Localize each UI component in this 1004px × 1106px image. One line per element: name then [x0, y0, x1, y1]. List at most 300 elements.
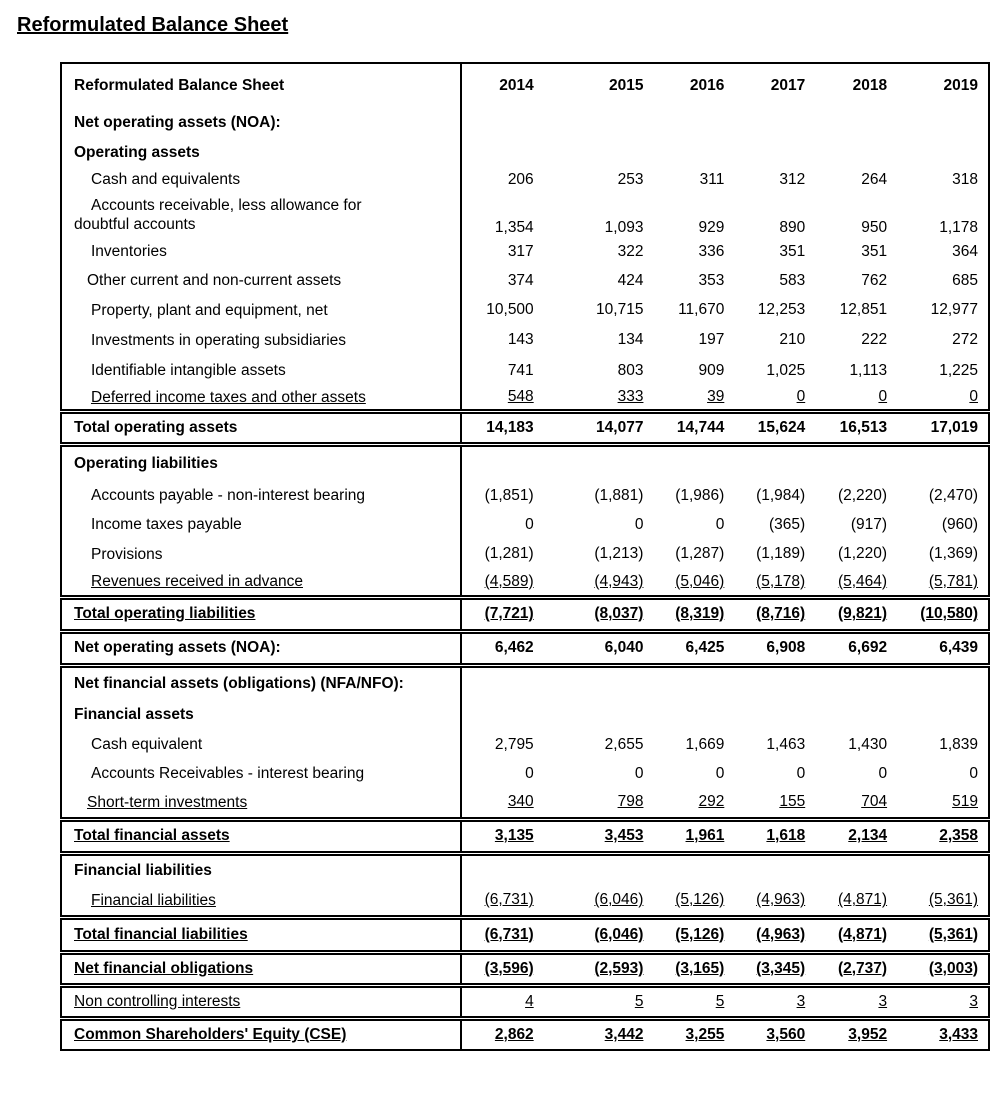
section-heading-row [61, 853, 989, 886]
value-text: 548 [507, 388, 534, 406]
value-cell [643, 108, 724, 138]
value-cell [643, 237, 724, 266]
value-cell [643, 510, 724, 539]
value-cell [534, 759, 644, 788]
value-text: 6,908 [766, 639, 806, 656]
value-text: 3 [796, 992, 806, 1010]
value-cell [724, 569, 805, 597]
row-label-text: Identifiable intangible assets [91, 362, 286, 379]
value-text: 798 [617, 793, 644, 811]
value-text: (2,737) [837, 959, 888, 977]
value-cell [887, 444, 989, 481]
value-text: 374 [507, 271, 534, 289]
value-text: 3,135 [494, 827, 534, 844]
row-label-text: Provisions [91, 545, 163, 563]
value-cell [805, 266, 887, 295]
value-cell [887, 386, 989, 411]
value-cell [461, 386, 534, 411]
value-text: 15,624 [757, 418, 806, 436]
value-cell [534, 952, 644, 985]
value-text: (8,037) [594, 605, 644, 622]
row-label-text: Deferred income taxes and other assets [91, 388, 366, 406]
total-row [61, 952, 989, 985]
value-cell [724, 917, 805, 952]
value-text: 14,744 [676, 418, 725, 436]
value-text: (1,213) [594, 545, 644, 562]
value-text: 0 [796, 764, 806, 782]
value-cell [887, 1018, 989, 1050]
row-label-text: Net operating assets (NOA): [74, 639, 281, 656]
value-text: 909 [698, 361, 725, 379]
value-cell [805, 138, 887, 167]
value-cell [643, 266, 724, 295]
value-text: (3,596) [484, 959, 534, 977]
value-text: (8,716) [756, 605, 806, 622]
value-cell [805, 759, 887, 788]
value-cell [643, 952, 724, 985]
value-cell [534, 237, 644, 266]
value-text: (5,178) [756, 572, 806, 590]
table-header-row [61, 63, 989, 108]
value-cell [643, 444, 724, 481]
value-text: 222 [861, 331, 888, 348]
value-cell [461, 1018, 534, 1050]
table-row [61, 192, 989, 237]
value-text: (9,821) [837, 605, 888, 622]
value-cell [461, 355, 534, 386]
value-cell [724, 444, 805, 481]
value-cell [461, 730, 534, 759]
value-cell [534, 788, 644, 819]
row-label-text: Total financial assets [74, 827, 230, 844]
value-cell [805, 853, 887, 886]
value-text: (6,731) [484, 925, 534, 943]
value-text: 351 [861, 242, 888, 260]
value-cell [534, 886, 644, 917]
value-text: 206 [507, 170, 534, 188]
value-text: 3 [969, 992, 978, 1010]
value-cell [887, 569, 989, 597]
value-cell [534, 569, 644, 597]
value-cell [887, 266, 989, 295]
value-cell [724, 325, 805, 355]
value-text: 14,183 [486, 418, 534, 436]
value-text: 1,463 [766, 735, 806, 753]
value-text: 1,093 [604, 219, 644, 236]
total-row [61, 631, 989, 665]
section-heading-row [61, 444, 989, 481]
value-text: 6,439 [939, 639, 978, 656]
value-text: 10,715 [596, 301, 644, 318]
value-cell [805, 1018, 887, 1050]
value-text: 0 [715, 515, 725, 533]
row-label [61, 266, 461, 295]
header-year: 2016 [689, 77, 725, 94]
value-cell [643, 386, 724, 411]
value-text: (1,881) [594, 486, 644, 504]
value-cell [724, 411, 805, 444]
row-label [61, 631, 461, 665]
row-label [61, 597, 461, 631]
value-cell [534, 819, 644, 853]
row-label-text: Operating assets [74, 143, 200, 161]
row-label [61, 886, 461, 917]
value-cell [805, 355, 887, 386]
row-label-text: Property, plant and equipment, net [91, 301, 328, 319]
value-text: 950 [861, 219, 888, 236]
value-text: 333 [617, 388, 644, 406]
value-cell [724, 665, 805, 700]
value-cell [887, 952, 989, 985]
value-cell [461, 444, 534, 481]
value-text: 12,253 [757, 301, 806, 318]
value-cell [643, 917, 724, 952]
row-label [61, 665, 461, 700]
value-cell [461, 325, 534, 355]
row-label [61, 700, 461, 730]
row-label [61, 192, 461, 237]
value-text: 253 [617, 170, 644, 188]
row-label [61, 952, 461, 985]
value-cell [461, 597, 534, 631]
value-cell [643, 853, 724, 886]
value-cell [724, 510, 805, 539]
value-text: 0 [969, 764, 978, 782]
value-text: 1,025 [766, 361, 806, 379]
value-text: (3,003) [928, 959, 978, 977]
row-label-text: Net financial assets (obligations) (NFA/NFO): [74, 674, 404, 692]
value-text: (2,470) [928, 486, 978, 504]
value-text: (1,851) [484, 486, 534, 504]
value-cell [724, 631, 805, 665]
value-cell [461, 700, 534, 730]
value-text: 17,019 [930, 418, 978, 436]
row-label-text: Total operating assets [74, 418, 238, 436]
total-row [61, 819, 989, 853]
value-cell [805, 985, 887, 1018]
value-cell [724, 759, 805, 788]
value-text: (4,963) [756, 925, 806, 943]
row-label [61, 853, 461, 886]
value-cell [643, 788, 724, 819]
table-row [61, 569, 989, 597]
value-text: 741 [507, 361, 534, 379]
value-text: 2,655 [604, 735, 644, 753]
value-cell [724, 138, 805, 167]
row-label [61, 108, 461, 138]
value-cell [887, 510, 989, 539]
value-cell [643, 700, 724, 730]
value-cell [643, 1018, 724, 1050]
value-text: 364 [952, 242, 978, 260]
row-label-text: Net operating assets (NOA): [74, 114, 281, 131]
table-row [61, 759, 989, 788]
value-cell [805, 167, 887, 192]
value-text: 12,851 [839, 301, 888, 318]
value-text: (1,281) [484, 545, 534, 562]
value-cell [461, 759, 534, 788]
value-text: 336 [698, 242, 725, 260]
value-text: 424 [617, 271, 644, 289]
value-text: 0 [878, 388, 888, 406]
value-text: 1,225 [939, 361, 978, 379]
value-text: (5,046) [675, 572, 725, 590]
value-cell [724, 853, 805, 886]
value-text: (5,126) [675, 891, 725, 909]
value-cell [461, 665, 534, 700]
value-cell [724, 295, 805, 325]
value-cell [724, 886, 805, 917]
row-label-text: Financial liabilities [91, 891, 216, 909]
value-text: 6,425 [685, 639, 725, 656]
value-cell [534, 108, 644, 138]
value-text: 134 [617, 331, 644, 348]
row-label-text: Non controlling interests [74, 992, 241, 1010]
value-cell [724, 700, 805, 730]
row-label-text: Total operating liabilities [74, 605, 256, 622]
row-label [61, 444, 461, 481]
value-text: 2,134 [848, 827, 888, 844]
value-cell [887, 138, 989, 167]
row-label-text: Other current and non-current assets [87, 272, 342, 289]
value-text: 311 [699, 170, 725, 188]
value-text: (7,721) [484, 605, 534, 622]
value-cell [805, 819, 887, 853]
row-label-text: Cash and equivalents [91, 171, 241, 188]
table-row [61, 985, 989, 1018]
value-cell [461, 295, 534, 325]
section-heading-row [61, 138, 989, 167]
table-row [61, 539, 989, 569]
value-text: 16,513 [839, 418, 888, 436]
table-row [61, 510, 989, 539]
value-cell [461, 569, 534, 597]
value-text: 3 [878, 992, 888, 1010]
value-cell [887, 325, 989, 355]
value-cell [461, 510, 534, 539]
value-cell [534, 481, 644, 510]
value-cell [643, 355, 724, 386]
value-text: (3,345) [756, 959, 806, 977]
row-label [61, 138, 461, 167]
value-text: 762 [861, 271, 888, 289]
value-cell [534, 295, 644, 325]
value-text: 0 [969, 388, 978, 406]
row-label [61, 510, 461, 539]
value-text: (5,126) [675, 925, 725, 943]
value-text: 1,113 [849, 361, 888, 379]
header-year: 2015 [608, 77, 644, 94]
value-cell [805, 569, 887, 597]
value-cell [805, 386, 887, 411]
value-text: (6,731) [484, 891, 534, 909]
value-cell [461, 853, 534, 886]
value-cell [534, 917, 644, 952]
value-text: 0 [796, 388, 806, 406]
value-text: 583 [779, 271, 806, 289]
value-cell [643, 759, 724, 788]
value-text: (4,589) [484, 572, 534, 590]
value-cell [887, 788, 989, 819]
value-text: 1,618 [766, 827, 806, 844]
value-text: (4,871) [837, 925, 888, 943]
value-cell [534, 192, 644, 237]
row-label-text: Accounts Receivables - interest bearing [91, 765, 365, 782]
table-row [61, 386, 989, 411]
value-cell [887, 917, 989, 952]
header-year: 2018 [852, 77, 888, 94]
value-cell [805, 295, 887, 325]
value-cell [461, 539, 534, 569]
value-cell [643, 985, 724, 1018]
value-text: (5,361) [928, 925, 978, 943]
value-text: (6,046) [594, 891, 644, 909]
table-row [61, 167, 989, 192]
value-text: (6,046) [594, 925, 644, 943]
value-text: (365) [769, 515, 806, 533]
value-text: 2,358 [939, 827, 978, 844]
value-cell [643, 819, 724, 853]
value-cell [805, 539, 887, 569]
value-text: (5,781) [928, 572, 978, 590]
value-text: 4 [525, 992, 534, 1010]
value-text: 10,500 [486, 301, 534, 318]
value-cell [461, 886, 534, 917]
value-cell [643, 411, 724, 444]
row-label [61, 730, 461, 759]
value-text: 0 [715, 764, 725, 782]
value-cell [643, 481, 724, 510]
value-cell [643, 539, 724, 569]
value-cell [534, 700, 644, 730]
balance-sheet-table [60, 62, 990, 1051]
value-cell [724, 819, 805, 853]
value-cell [887, 167, 989, 192]
value-cell [643, 569, 724, 597]
value-cell [643, 138, 724, 167]
row-label [61, 788, 461, 819]
value-cell [461, 788, 534, 819]
value-text: 1,354 [494, 219, 534, 236]
value-text: 6,692 [848, 639, 888, 656]
row-label [61, 167, 461, 192]
value-cell [461, 192, 534, 237]
value-cell [724, 985, 805, 1018]
value-cell [805, 730, 887, 759]
header-label: Reformulated Balance Sheet [61, 63, 461, 108]
value-cell [534, 325, 644, 355]
value-text: 353 [698, 271, 725, 289]
table-row [61, 266, 989, 295]
value-text: 264 [861, 170, 888, 188]
value-text: (960) [941, 515, 978, 533]
value-text: 143 [507, 331, 534, 348]
value-cell [643, 192, 724, 237]
value-text: 2,795 [494, 735, 534, 753]
row-label [61, 917, 461, 952]
value-text: 317 [507, 242, 534, 260]
value-cell [534, 631, 644, 665]
value-cell [724, 597, 805, 631]
value-cell [461, 138, 534, 167]
table-row [61, 886, 989, 917]
value-cell [887, 631, 989, 665]
value-text: 272 [952, 331, 978, 348]
value-cell [805, 444, 887, 481]
row-label-text: Total financial liabilities [74, 925, 248, 943]
table-row [61, 325, 989, 355]
value-cell [887, 108, 989, 138]
value-cell [724, 237, 805, 266]
row-label-text: Financial assets [74, 706, 194, 723]
value-text: (2,220) [837, 486, 888, 504]
value-cell [724, 266, 805, 295]
total-row [61, 411, 989, 444]
value-text: 519 [952, 793, 978, 811]
value-cell [461, 917, 534, 952]
value-cell [805, 510, 887, 539]
total-row [61, 597, 989, 631]
value-text: 3,453 [604, 827, 644, 844]
row-label [61, 355, 461, 386]
value-cell [724, 539, 805, 569]
value-text: 890 [779, 219, 806, 236]
value-cell [534, 167, 644, 192]
value-cell [805, 952, 887, 985]
value-text: 39 [707, 388, 725, 406]
page-title: Reformulated Balance Sheet [17, 14, 289, 36]
value-text: (917) [850, 515, 888, 533]
value-cell [805, 631, 887, 665]
value-text: (1,986) [675, 486, 725, 504]
value-cell [461, 631, 534, 665]
value-cell [887, 759, 989, 788]
value-text: (3,165) [675, 959, 725, 977]
value-text: 1,961 [685, 827, 725, 844]
value-cell [887, 237, 989, 266]
value-text: 2,862 [494, 1025, 534, 1043]
value-cell [534, 985, 644, 1018]
value-text: 3,442 [604, 1025, 644, 1043]
value-cell [534, 510, 644, 539]
section-heading-row [61, 700, 989, 730]
value-text: 704 [861, 793, 888, 811]
value-cell [534, 665, 644, 700]
value-cell [461, 819, 534, 853]
value-cell [534, 355, 644, 386]
value-cell [805, 192, 887, 237]
value-text: (4,871) [837, 891, 888, 909]
value-text: (5,361) [928, 891, 978, 909]
value-cell [643, 597, 724, 631]
row-label-text: Income taxes payable [91, 516, 242, 533]
value-cell [643, 295, 724, 325]
value-cell [461, 266, 534, 295]
value-text: 5 [715, 992, 725, 1010]
value-cell [887, 985, 989, 1018]
value-text: 292 [698, 793, 725, 811]
value-cell [643, 325, 724, 355]
row-label-text: Net financial obligations [74, 959, 254, 977]
row-label-text: Investments in operating subsidiaries [91, 331, 347, 349]
value-text: 5 [634, 992, 644, 1010]
value-cell [887, 886, 989, 917]
value-cell [724, 355, 805, 386]
row-label [61, 569, 461, 597]
table-row [61, 355, 989, 386]
row-label [61, 237, 461, 266]
value-text: 197 [698, 331, 725, 348]
